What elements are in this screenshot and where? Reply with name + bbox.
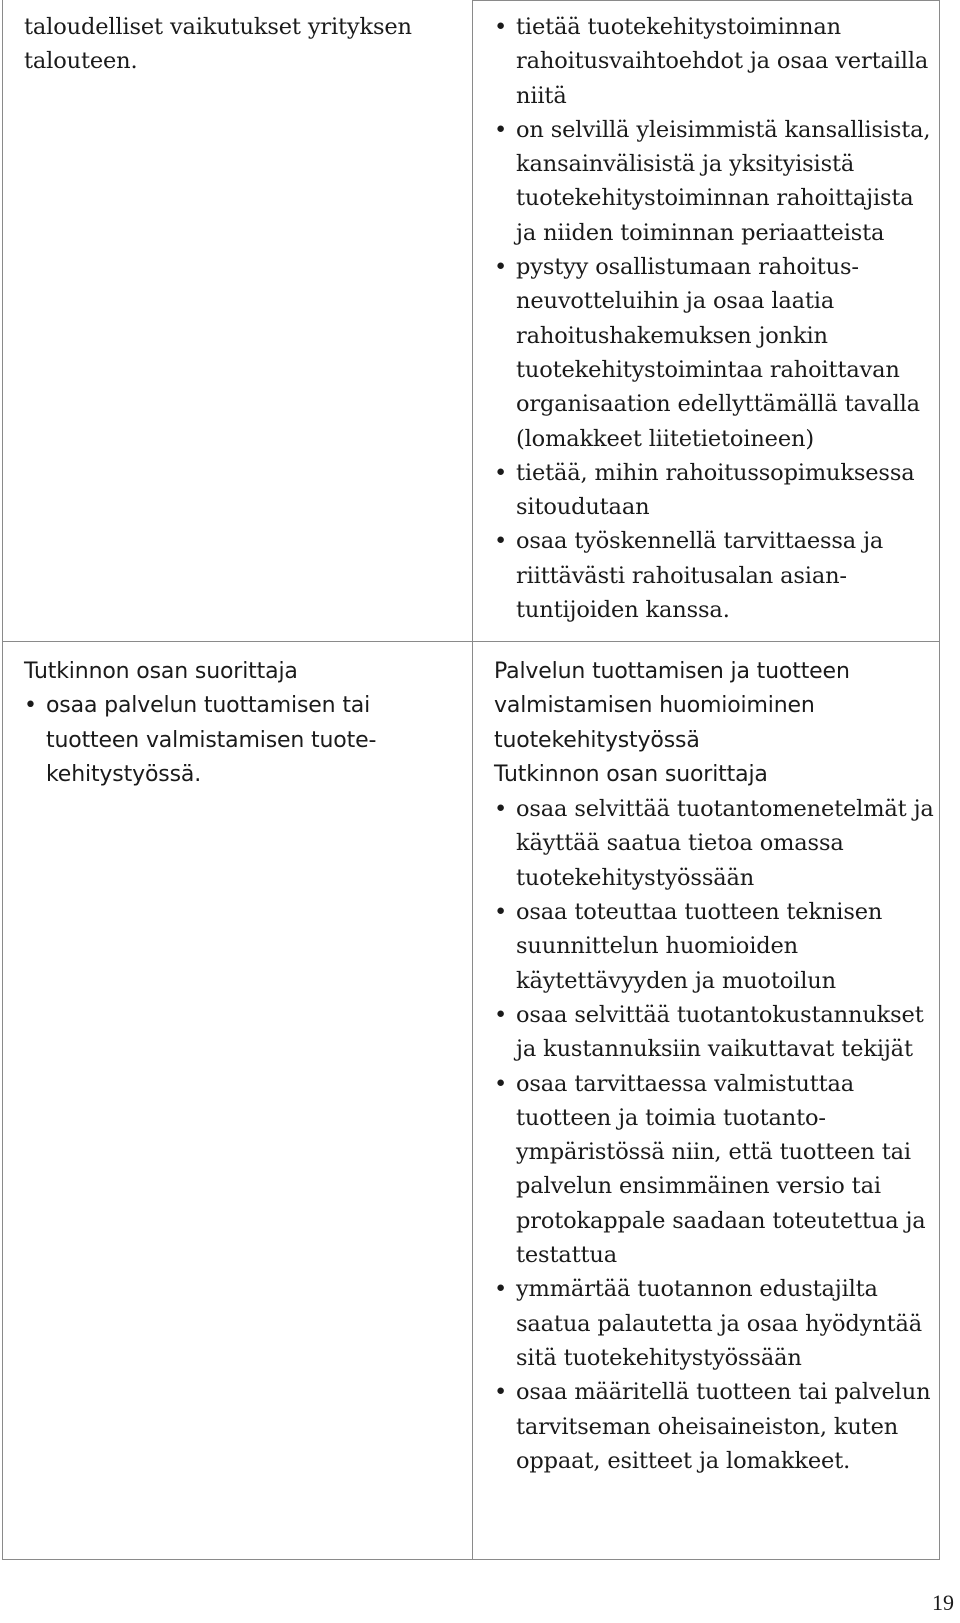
- text-line: osaa määritellä tuotteen tai palvelun: [516, 1379, 931, 1406]
- text-line: rahoitushakemuksen jonkin: [516, 322, 828, 349]
- bullet-icon: •: [494, 254, 508, 281]
- list-item: [494, 10, 930, 113]
- list-item: [494, 250, 930, 456]
- text-line: tuotteen ja toimia tuotanto-: [516, 1104, 826, 1131]
- text-line: oppaat, esitteet ja lomakkeet.: [516, 1447, 851, 1474]
- text-line: taloudelliset vaikutukset yrityksen: [24, 14, 412, 40]
- text-line: käytettävyyden ja muotoilun: [516, 967, 836, 994]
- text-line: osaa selvittää tuotantomenetelmät ja: [516, 796, 934, 823]
- heading-line: valmistamisen huomioiminen: [494, 693, 815, 719]
- text-line: kansainvälisistä ja yksityisistä: [516, 151, 855, 178]
- bullet-icon: •: [494, 1001, 508, 1028]
- text-line: sitoudutaan: [516, 494, 650, 521]
- list-item: [494, 792, 934, 895]
- text-line: käyttää saatua tietoa omassa: [516, 830, 844, 857]
- column-divider: [472, 0, 473, 1560]
- list-item: [24, 689, 376, 792]
- cell-text: [24, 10, 412, 79]
- section-heading: [494, 655, 934, 758]
- list-item: [494, 524, 930, 627]
- text-line: tuotekehitystoimintaa rahoittavan: [516, 356, 900, 383]
- list-item: [494, 998, 934, 1067]
- text-line: tietää, mihin rahoitussopimuksessa: [516, 459, 915, 486]
- cell-left-top: [24, 10, 412, 79]
- text-line: osaa työskennellä tarvittaessa ja: [516, 528, 884, 555]
- text-line: osaa toteuttaa tuotteen teknisen: [516, 899, 883, 926]
- bullet-icon: •: [494, 1276, 508, 1303]
- text-line: (lomakkeet liitetietoineen): [516, 425, 814, 452]
- text-line: suunnittelun huomioiden: [516, 933, 798, 960]
- bullet-icon: •: [494, 528, 508, 555]
- bullet-icon: •: [494, 459, 508, 486]
- text-line: osaa palvelun tuottamisen tai: [46, 693, 371, 719]
- list-item: [494, 895, 934, 998]
- text-line: niitä: [516, 82, 567, 109]
- bullet-icon: •: [494, 899, 508, 926]
- cell-right-bottom: [494, 655, 934, 1478]
- list-item: [494, 1375, 934, 1478]
- right-top-border: [472, 0, 940, 1]
- bullet-icon: •: [494, 1379, 508, 1406]
- text-line: tarvitseman oheisaineiston, kuten: [516, 1413, 899, 1440]
- bullet-icon: •: [494, 1070, 508, 1097]
- list-item: [494, 456, 930, 525]
- text-line: riittävästi rahoitusalan asian-: [516, 562, 847, 589]
- text-line: kehitystyössä.: [46, 761, 202, 787]
- text-line: rahoitusvaihtoehdot ja osaa vertailla: [516, 48, 929, 75]
- list-item: [494, 1272, 934, 1375]
- text-line: saatua palautetta ja osaa hyödyntää: [516, 1310, 922, 1337]
- row-divider: [2, 641, 940, 642]
- heading-line: Palvelun tuottamisen ja tuotteen: [494, 659, 850, 684]
- cell-left-bottom: [24, 655, 376, 792]
- text-line: osaa tarvittaessa valmistuttaa: [516, 1070, 855, 1097]
- text-line: tuotteen valmistamisen tuote-: [46, 727, 377, 753]
- text-line: tuntijoiden kanssa.: [516, 597, 730, 624]
- bullet-icon: •: [24, 693, 37, 719]
- bullet-icon: •: [494, 796, 508, 823]
- text-line: talouteen.: [24, 48, 138, 75]
- text-line: tietää tuotekehitystoiminnan: [516, 14, 841, 40]
- text-line: testattua: [516, 1242, 617, 1269]
- text-line: protokappale saadaan toteutettua ja: [516, 1207, 926, 1234]
- bullet-icon: •: [494, 14, 508, 40]
- text-line: tuotekehitystyössään: [516, 864, 755, 891]
- section-intro: Tutkinnon osan suorittaja: [494, 761, 768, 787]
- text-line: ymmärtää tuotannon edustajilta: [516, 1276, 878, 1303]
- text-line: palvelun ensimmäinen versio tai: [516, 1173, 881, 1200]
- text-line: ja kustannuksiin vaikuttavat tekijät: [516, 1036, 913, 1063]
- text-line: pystyy osallistumaan rahoitus-: [516, 254, 859, 281]
- text-line: ympäristössä niin, että tuotteen tai: [516, 1139, 911, 1166]
- text-line: sitä tuotekehitystyössään: [516, 1344, 802, 1371]
- text-line: organisaation edellyttämällä tavalla: [516, 391, 920, 418]
- page-number: 19: [932, 1590, 954, 1615]
- list-item: [494, 113, 930, 250]
- text-line: tuotekehitystoiminnan rahoittajista: [516, 185, 914, 212]
- text-line: neuvotteluihin ja osaa laatia: [516, 288, 835, 315]
- list-item: [494, 1067, 934, 1273]
- text-line: on selvillä yleisimmistä kansallisista,: [516, 116, 931, 143]
- text-line: osaa selvittää tuotantokustannukset: [516, 1001, 924, 1028]
- cell-right-top: [494, 10, 930, 627]
- section-intro: Tutkinnon osan suorittaja: [24, 659, 298, 684]
- bullet-list: [494, 10, 930, 627]
- bullet-list: [494, 792, 934, 1478]
- bullet-list: [24, 689, 376, 792]
- text-line: ja niiden toiminnan periaatteista: [516, 219, 885, 246]
- bullet-icon: •: [494, 116, 508, 143]
- heading-line: tuotekehitystyössä: [494, 727, 700, 753]
